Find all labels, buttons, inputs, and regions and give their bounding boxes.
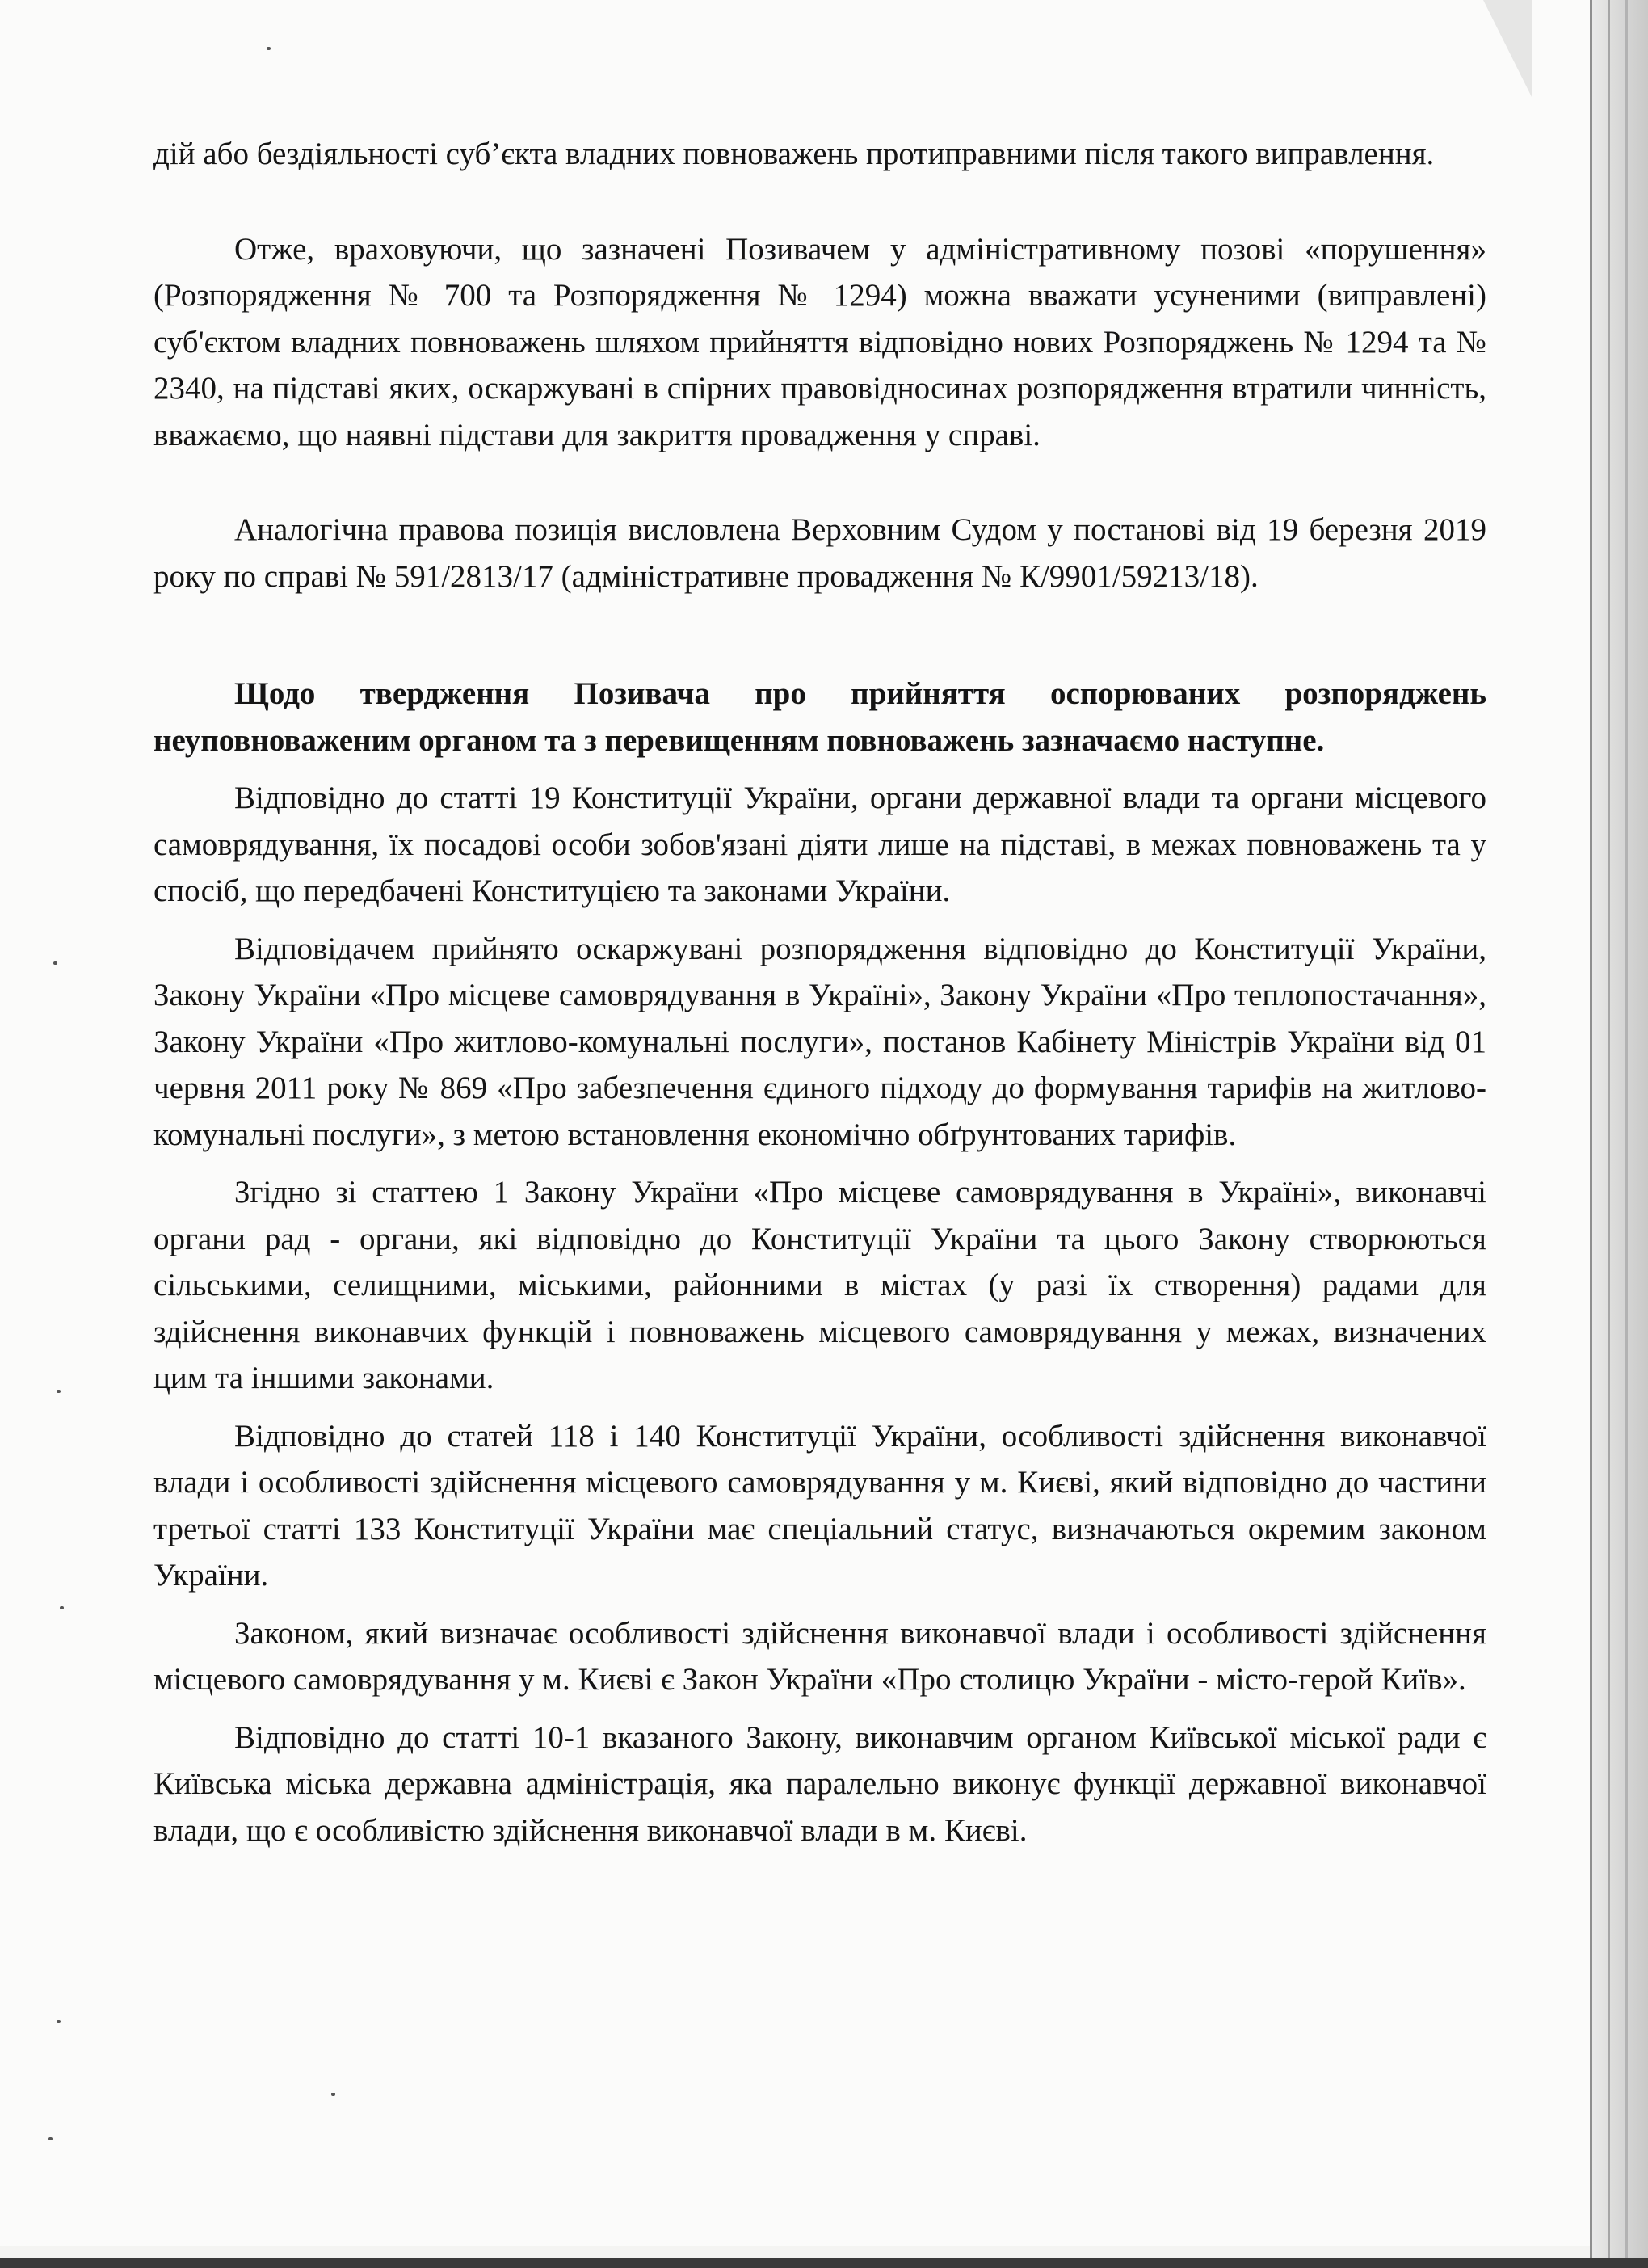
scan-speck bbox=[57, 1390, 61, 1393]
paragraph-article-10-1: Відповідно до статті 10-1 вказаного Закону, виконавчим органом Київської міської ради є Київська міська державна адміністрація, яка паралельно виконує функції державної виконавчої влади, що є особливістю здійснення виконавчої влади в м. Києві. bbox=[153, 1719, 1486, 1848]
scan-speck bbox=[53, 961, 57, 965]
paragraph-legal-basis: Відповідачем прийнято оскаржувані розпорядження відповідно до Конституції України, Закону України «Про місцеве самоврядування в Україні», Закону України «Про теплопостачання», Закону України «Про житлово-комунальні послуги», постанов Кабінету Міністрів України від 01 червня 2011 року № 869 «Про забезпечення єдиного підходу до формування тарифів на житлово-комунальні послуги», з метою встановлення економічно обґрунтованих тарифів. bbox=[153, 931, 1486, 1152]
scan-speck bbox=[48, 2137, 53, 2140]
paragraph-continuation: дій або бездіяльності суб’єкта владних повноважень протиправними після такого виправлення. bbox=[153, 137, 1435, 171]
paragraph-constitution-article-19: Відповідно до статті 19 Конституції України, органи державної влади та органи місцевого самоврядування, їх посадові особи зобов'язані діяти лише на підставі, в межах повноважень та у спосіб, що передбачені Конституцією та законами України. bbox=[153, 781, 1486, 908]
scan-speck bbox=[60, 1606, 64, 1609]
paragraph-supreme-court-position: Аналогічна правова позиція висловлена Верховним Судом у постанові від 19 березня 2019 року по справі № 591/2813/17 (адміністративне провадження № К/9901/59213/18). bbox=[153, 512, 1486, 594]
scanner-bottom-strip bbox=[0, 2258, 1648, 2268]
scan-speck bbox=[267, 47, 271, 50]
page-edge-shadow bbox=[1590, 0, 1648, 2268]
section-heading: Щодо твердження Позивача про прийняття оспорюваних розпоряджень неуповноваженим органом та з перевищенням повноважень зазначаємо наступне. bbox=[153, 676, 1486, 758]
page-edge-line bbox=[1625, 0, 1628, 2268]
page-edge-line bbox=[1590, 0, 1592, 2268]
page-corner-fold bbox=[1483, 0, 1532, 97]
paragraph-constitution-articles-118-140: Відповідно до статей 118 і 140 Конституції України, особливості здійснення виконавчої влади і особливості здійснення місцевого самоврядування у м. Києві, який відповідно до частини третьої статті 133 Конституції України має спеціальний статус, визначаються окремим законом України. bbox=[153, 1418, 1486, 1593]
scan-speck bbox=[331, 2093, 335, 2096]
page-edge-line bbox=[1608, 0, 1610, 2268]
scan-speck bbox=[57, 2020, 61, 2023]
paragraph-conclusion: Отже, враховуючи, що зазначені Позивачем у адміністративному позові «порушення» (Розпорядження № 700 та Розпорядження № 1294) можна вважати усуненими (виправлені) суб'єктом владних повноважень шляхом прийняття відповідно нових Розпоряджень № 1294 та № 2340, на підставі яких, оскаржувані в спірних правовідносинах розпорядження втратили чинність, вважаємо, що наявні підстави для закриття провадження у справі. bbox=[153, 231, 1486, 452]
document-body bbox=[153, 131, 1486, 1854]
paragraph-capital-law: Законом, який визначає особливості здійснення виконавчої влади і особливості здійснення місцевого самоврядування у м. Києві є Закон України «Про столицю України - місто-герой Київ». bbox=[153, 1615, 1486, 1697]
paragraph-local-government-law: Згідно зі статтею 1 Закону України «Про місцеве самоврядування в Україні», виконавчі органи рад - органи, які відповідно до Конституції України та цього Закону створюються сільськими, селищними, міськими, районними в містах (у разі їх створення) радами для здійснення виконавчих функцій і повноважень місцевого самоврядування у межах, визначених цим та іншими законами. bbox=[153, 1175, 1486, 1395]
